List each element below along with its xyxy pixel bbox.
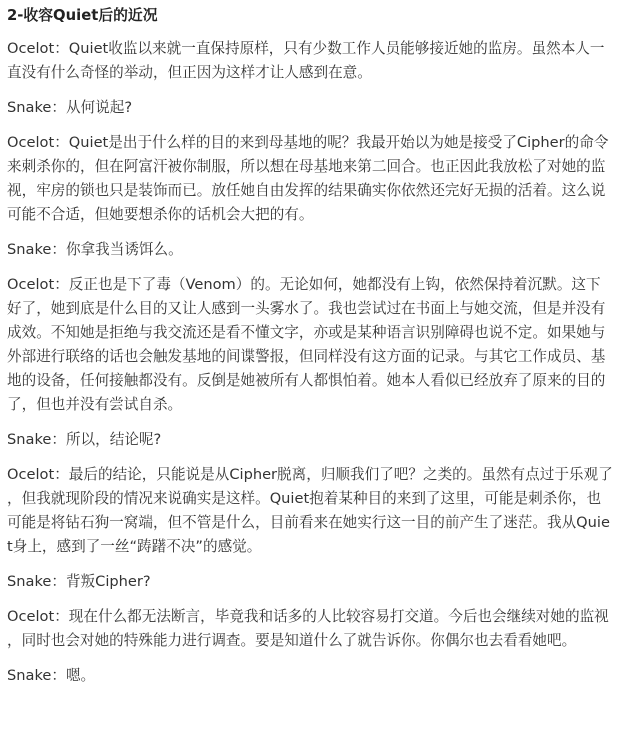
dialogue-paragraph: Snake：你拿我当诱饵么。 — [7, 241, 183, 258]
document-title: 2-收容Quiet后的近况 — [7, 7, 158, 24]
dialogue-paragraph: Ocelot：现在什么都无法断言，毕竟我和话多的人比较容易打交道。今后也会继续对她的监视，同时也会对她的特殊能力进行调查。要是知道什么了就告诉你。你偶尔也去看看她吧。 — [7, 608, 609, 649]
dialogue-paragraph: Snake：从何说起? — [7, 99, 133, 116]
dialogue-paragraph: Snake：嗯。 — [7, 667, 96, 684]
dialogue-paragraph: Ocelot：反正也是下了毒（Venom）的。无论如何，她都没有上钩，依然保持着沉默。这下好了，她到底是什么目的又让人感到一头雾水了。我也尝试过在书面上与她交流，但是并没有成效。不知她是拒绝与我交流还是看不懂文字，亦或是某种语言识别障碍也说不定。如果她与外部进行联络的话也会触发基地的间谍警报，但同样没有这方面的记录。与其它工作成员、基地的设备，任何接触都没有。反倒是她被所有人都惧怕着。她本人看似已经放弃了原来的目的了，但也并没有尝试自杀。 — [7, 276, 606, 413]
dialogue-paragraph: Ocelot：Quiet是出于什么样的目的来到母基地的呢？我最开始以为她是接受了Cipher的命令来刺杀你的，但在阿富汗被你制服，所以想在母基地来第二回合。也正因此我放松了对她的监视，牢房的锁也只是装饰而已。放任她自由发挥的结果确实你依然还完好无损的活着。这么说可能不合适，但她要想杀你的话机会大把的有。 — [7, 134, 609, 223]
dialogue-paragraph: Snake：所以，结论呢? — [7, 431, 162, 448]
dialogue-paragraph: Ocelot：Quiet收监以来就一直保持原样，只有少数工作人员能够接近她的监房。虽然本人一直没有什么奇怪的举动，但正因为这样才让人感到在意。 — [7, 40, 605, 81]
dialogue-paragraph: Ocelot：最后的结论，只能说是从Cipher脱离，归顺我们了吧？之类的。虽然有点过于乐观了，但我就现阶段的情况来说确实是这样。Quiet抱着某种目的来到了这里，可能是刺杀你，也可能是将钻石狗一窝端，但不管是什么，目前看来在她实行这一目的前产生了迷茫。我从Quiet身上，感到了一丝“踌躇不决”的感觉。 — [7, 466, 613, 555]
dialogue-paragraph: Snake：背叛Cipher? — [7, 573, 151, 590]
